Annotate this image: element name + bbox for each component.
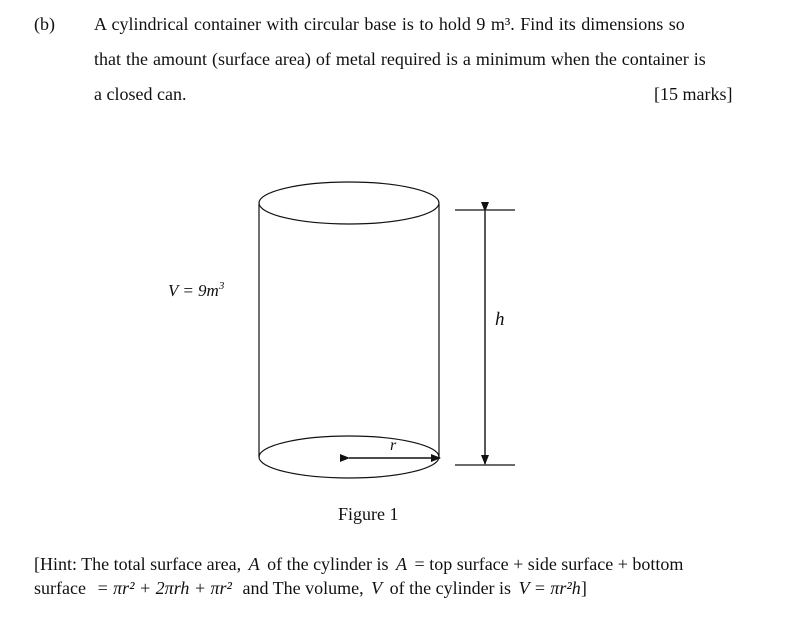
hint-var-a-1: A xyxy=(248,554,260,574)
radius-label: r xyxy=(390,437,397,454)
question-label: (b) xyxy=(34,14,55,34)
hint-text-1c: = top surface + side surface + bottom xyxy=(414,554,684,574)
cylinder-bottom-ellipse xyxy=(259,436,439,478)
figure-caption: Figure 1 xyxy=(338,504,399,524)
volume-formula: V = πr²h xyxy=(518,578,581,598)
hint-var-a-2: A xyxy=(396,554,408,574)
marks-label: [15 marks] xyxy=(654,84,733,104)
hint-text-2b: and The volume, xyxy=(242,578,364,598)
question-line-3: a closed can. xyxy=(94,84,187,104)
question-line-1: A cylindrical container with circular base is to hold 9 m³. Find its dimensions so xyxy=(94,14,685,34)
cylinder-top-ellipse xyxy=(259,182,439,224)
volume-label: $V = 9m^3$ xyxy=(168,280,225,300)
height-label: h xyxy=(495,309,505,330)
hint-text-2c: of the cylinder is xyxy=(389,578,512,598)
surface-area-formula: = πr² + 2πrh + πr² xyxy=(96,578,232,598)
hint-text-1b: of the cylinder is xyxy=(267,554,389,574)
hint-close-bracket: ] xyxy=(580,578,587,598)
question-line-2: that the amount (surface area) of metal required is a minimum when the container is xyxy=(94,49,706,69)
hint-line-2 xyxy=(34,578,587,599)
hint-text-1a: [Hint: The total surface area, xyxy=(34,554,242,574)
hint-var-v: V xyxy=(371,578,383,598)
hint-text-2a: surface xyxy=(34,578,86,598)
hint-line-1 xyxy=(34,554,683,575)
